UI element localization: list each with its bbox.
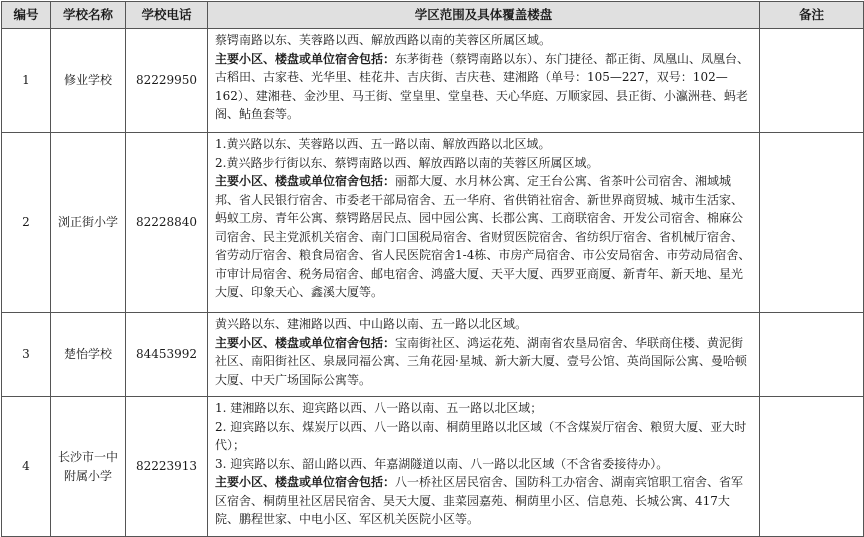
table-row [2,29,864,133]
scope-line [215,135,753,154]
scope-line [215,154,753,173]
table-row [2,313,864,397]
scope-line-text: 1. 建湘路以东、迎宾路以西、八一路以南、五一路以北区域； [215,401,543,415]
scope-line [215,315,753,334]
scope-line [215,31,753,50]
scope-line-text: 丽都大厦、水月林公寓、定王台公寓、省茶叶公司宿舍、湘域城邦、省人民银行宿舍、市委老干部局宿舍、五一华府、省供销社宿舍、新世界商贸城、城市生活家、蚂蚁工房、青年公寓、蔡锷路居民点、园中园公寓、长郡公寓、工商联宿舍、开发公司宿舍、棉麻公司宿舍、民主党派机关宿舍、南门口国税局宿舍、省财贸医院宿舍、省纺织厅宿舍、省机械厅宿舍、省劳动厅宿舍、粮食局宿舍、省人民医院宿舍1-4栋、市房产局宿舍、市公安局宿舍、市劳动局宿舍、市审计局宿舍、税务局宿舍、邮电宿舍、鸿盛大厦、天平大厦、西罗亚商厦、新青年、新天地、星光大厦、印象天心、鑫溪大厦等。 [215,174,751,299]
district-scope [208,29,760,133]
scope-line-text: 东茅街巷（蔡锷南路以东）、东门捷径、都正街、凤凰山、凤凰台、古稻田、古家巷、光华里、桂花井、吉庆街、吉庆巷、建湘路（单号：105—227，双号：102—162）、建湘巷、金沙里、马王街、堂皇里、堂皇巷、天心华庭、万顺家园、县正街、小瀛洲巷、蚂老阁、鲇鱼套等。 [215,51,750,121]
scope-line [215,334,753,390]
scope-line [215,418,753,455]
school-phone: 82223913 [126,397,208,537]
row-number: 1 [2,29,51,133]
note-cell [760,313,864,397]
header-school-name: 学校名称 [51,2,126,29]
header-note: 备注 [760,2,864,29]
note-cell [760,29,864,133]
table-row [2,397,864,537]
district-scope [208,313,760,397]
scope-line [215,172,753,302]
scope-line-text: 1.黄兴路以东、芙蓉路以西、五一路以南、解放西路以北区域。 [215,137,551,151]
school-name: 修业学校 [51,29,126,133]
school-phone: 82228840 [126,133,208,313]
scope-line-text: 八一桥社区居民宿舍、国防科工办宿舍、湖南宾馆职工宿舍、省军区宿舍、桐荫里社区居民宿舍、昊天大厦、韭菜园嘉苑、桐荫里小区、信息苑、长城公寓、417大院、鹏程世家、中电小区、军区机关医院小区等。 [215,475,744,526]
district-scope [208,397,760,537]
scope-line-text: 宝南街社区、鸿运花苑、湖南省农垦局宿舍、华联商住楼、黄泥街社区、南阳街社区、泉晟同福公寓、三角花园·星城、新大新大厦、壹号公馆、英尚国际公寓、曼哈顿大厦、中天广场国际公寓等。 [215,335,747,387]
table-header-row [2,2,864,29]
school-phone: 84453992 [126,313,208,397]
scope-line-text: 蔡锷南路以东、芙蓉路以西、解放西路以南的芙蓉区所属区域。 [215,33,552,47]
row-number: 3 [2,313,51,397]
header-number: 编号 [2,2,51,29]
scope-line [215,455,753,474]
district-scope [208,133,760,313]
scope-line-label: 主要小区、楼盘或单位宿舍包括： [215,335,396,350]
scope-line [215,399,753,418]
school-district-table [1,1,864,537]
scope-line [215,473,753,529]
scope-line-text: 2.黄兴路步行街以东、蔡锷南路以西、解放西路以南的芙蓉区所属区域。 [215,155,599,170]
row-number: 2 [2,133,51,313]
school-phone: 82229950 [126,29,208,133]
scope-line-label: 主要小区、楼盘或单位宿舍包括： [215,174,396,188]
note-cell [760,397,864,537]
scope-line-label: 主要小区、楼盘或单位宿舍包括： [215,51,396,66]
school-name: 楚怡学校 [51,313,126,397]
scope-line-label: 主要小区、楼盘或单位宿舍包括： [215,475,396,489]
header-district-scope: 学区范围及具体覆盖楼盘 [208,2,760,29]
school-name: 浏正街小学 [51,133,126,313]
scope-line-text: 2. 迎宾路以东、煤炭厅以西、八一路以南、桐荫里路以北区域（不含煤炭厅宿舍、粮贸大厦、亚大时代）； [215,419,747,452]
row-number: 4 [2,397,51,537]
scope-line-text: 黄兴路以东、建湘路以西、中山路以南、五一路以北区域。 [215,317,528,331]
scope-line [215,50,753,124]
scope-line-text: 3. 迎宾路以东、韶山路以西、年嘉湖隧道以南、八一路以北区域（不含省委接待办）。 [215,456,669,471]
note-cell [760,133,864,313]
table-row [2,133,864,313]
header-school-phone: 学校电话 [126,2,208,29]
school-name: 长沙市一中附属小学 [51,397,126,537]
